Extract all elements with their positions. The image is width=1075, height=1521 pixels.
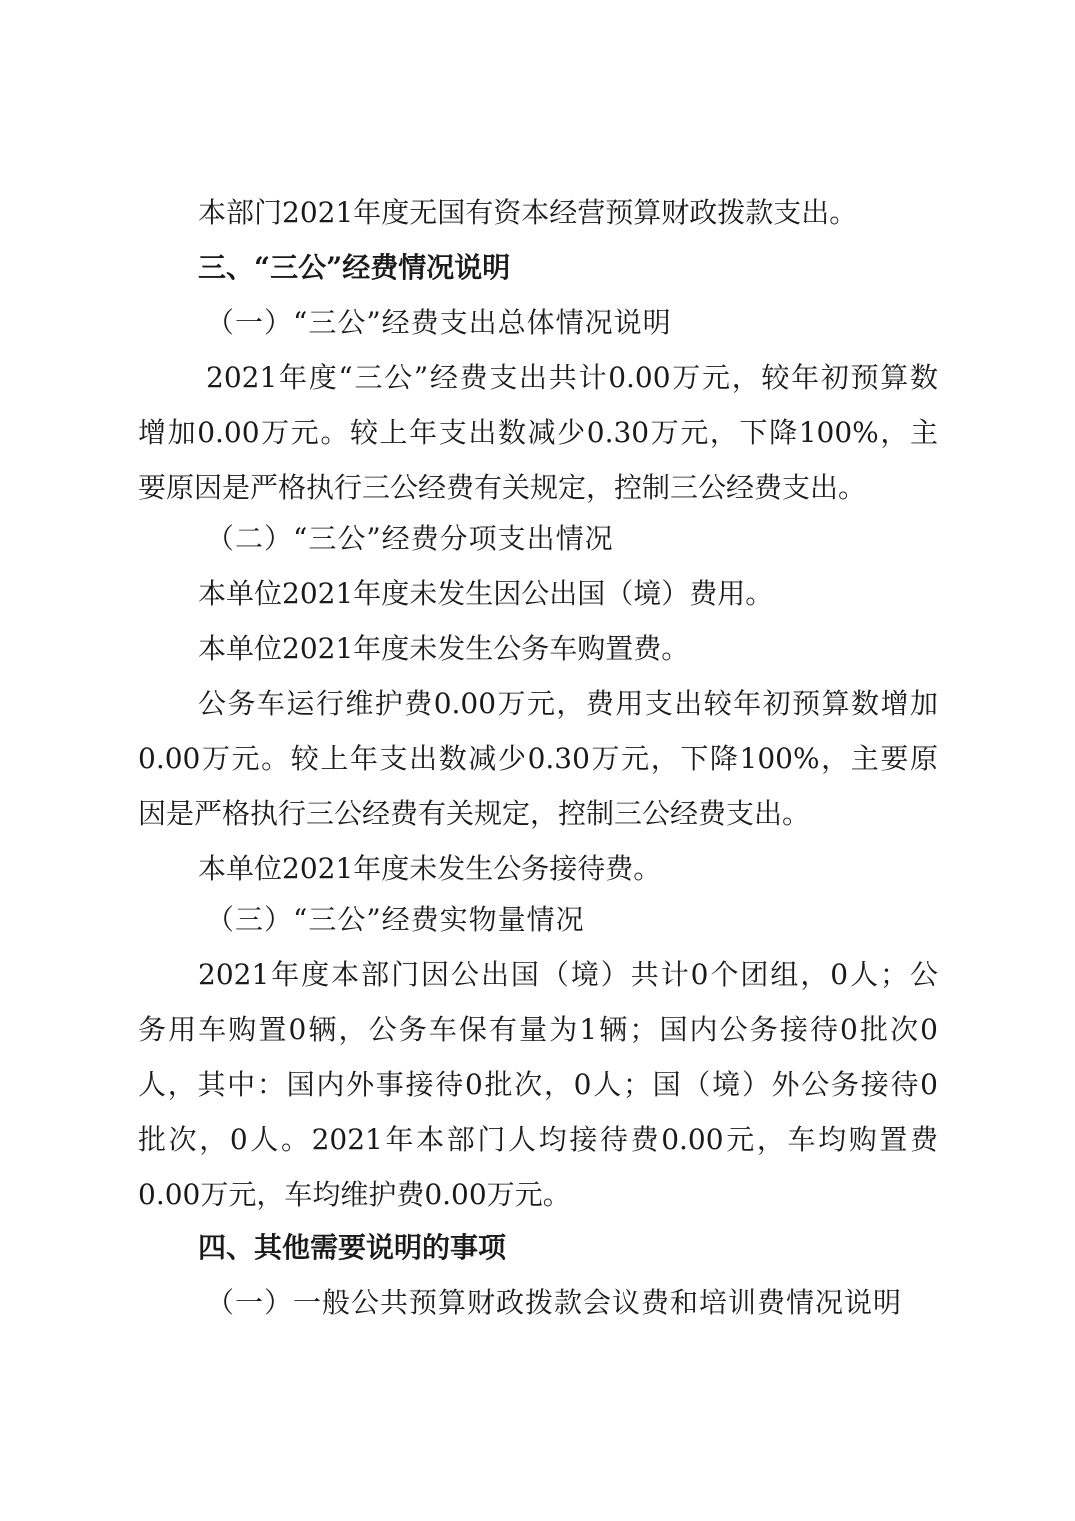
paragraph-vehicle-maintenance-line-3: 因是严格执行三公经费有关规定，控制三公经费支出。	[138, 797, 811, 830]
paragraph-quantity-line-1: 2021年度本部门因公出国（境）共计0个团组，0人；公	[198, 958, 938, 991]
paragraph-quantity-line-2: 务用车购置0辆，公务车保有量为1辆；国内公务接待0批次0	[138, 1013, 938, 1046]
paragraph-vehicle-maintenance-line-1: 公务车运行维护费0.00万元，费用支出较年初预算数增加	[198, 687, 938, 720]
paragraph-quantity-line-3: 人，其中：国内外事接待0批次，0人；国（境）外公务接待0	[138, 1068, 938, 1101]
paragraph-overseas-travel: 本单位2021年度未发生因公出国（境）费用。	[198, 577, 774, 610]
subheading-itemized-expenses: （二）“三公”经费分项支出情况	[206, 522, 614, 555]
subheading-overall-expenses: （一）“三公”经费支出总体情况说明	[206, 306, 672, 339]
subheading-physical-quantity: （三）“三公”经费实物量情况	[206, 903, 585, 936]
subheading-meeting-training-fees: （一）一般公共预算财政拨款会议费和培训费情况说明	[206, 1286, 903, 1319]
paragraph-overall-line-3: 要原因是严格执行三公经费有关规定，控制三公经费支出。	[138, 471, 867, 504]
paragraph-state-capital-budget: 本部门2021年度无国有资本经营预算财政拨款支出。	[198, 196, 858, 229]
paragraph-vehicle-maintenance-line-2: 0.00万元。较上年支出数减少0.30万元，下降100%，主要原	[138, 742, 938, 775]
paragraph-quantity-line-4: 批次，0人。2021年本部门人均接待费0.00元，车均购置费	[138, 1123, 938, 1156]
paragraph-overall-line-2: 增加0.00万元。较上年支出数减少0.30万元，下降100%，主	[138, 416, 938, 449]
section-heading-three-public-expenses: 三、“三公”经费情况说明	[198, 251, 511, 284]
paragraph-quantity-line-5: 0.00万元，车均维护费0.00万元。	[138, 1178, 571, 1211]
paragraph-overall-line-1: 2021年度“三公”经费支出共计0.00万元，较年初预算数	[206, 361, 938, 394]
paragraph-official-reception: 本单位2021年度未发生公务接待费。	[198, 852, 662, 885]
section-heading-other-matters: 四、其他需要说明的事项	[198, 1231, 507, 1264]
paragraph-vehicle-purchase: 本单位2021年度未发生公务车购置费。	[198, 632, 690, 665]
